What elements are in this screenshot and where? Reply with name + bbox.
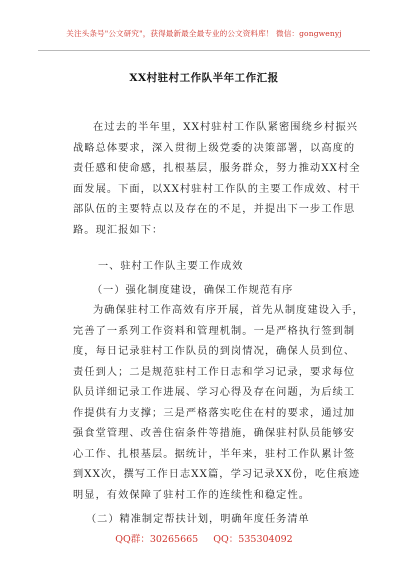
- body-line: 完善了一系列工作资料和管理机制。一是严格执行签到制: [73, 325, 356, 337]
- subsection-paragraph: [73, 301, 364, 506]
- section-heading: 一、驻村工作队主要工作成效: [98, 261, 244, 272]
- body-line: 责任到人；二是规范驻村工作日志和学习记录，要求每位: [73, 366, 356, 378]
- intro-line: 战略总体要求，深入贯彻上级党委的决策部署，以高度的: [73, 142, 356, 154]
- header-divider: [38, 50, 370, 51]
- intro-line: 在过去的半年里，XX村驻村工作队紧密围绕乡村振兴: [93, 122, 359, 133]
- body-line: 到XX次，撰写工作日志XX篇，学习记录XX份，吃住痕迹: [73, 469, 361, 480]
- intro-line: 面发展。下面，以XX村驻村工作队的主要工作成效、村干: [73, 183, 361, 195]
- body-line: 度，每日记录驻村工作队员的到岗情况，确保人员到位、: [73, 346, 356, 357]
- body-line: 队员详细记录工作进展、学习心得及存在问题，为后续工: [73, 387, 356, 398]
- subsection-heading: （二）精准制定帮扶计划，明确年度任务清单: [86, 514, 310, 525]
- intro-line: 责任感和使命感，扎根基层，服务群众，努力推动XX村全: [73, 163, 361, 174]
- intro-line: 部队伍的主要特点以及存在的不足，并提出下一步工作思: [73, 204, 356, 215]
- body-line: 强食堂管理、改善住宿条件等措施，确保驻村队员能够安: [73, 428, 356, 439]
- footer-qq-group: QQ群：30265665: [115, 534, 199, 545]
- body-line: 作提供有力支撑；三是严格落实吃住在村的要求，通过加: [73, 407, 356, 419]
- page-footer: [0, 531, 408, 545]
- body-line: 心工作、扎根基层。据统计，半年来，驻村工作队累计签: [73, 448, 356, 460]
- footer-qq: QQ：535304092: [213, 534, 293, 545]
- body-line: 明显，有效保障了驻村工作的连续性和稳定性。: [73, 489, 311, 501]
- body-line: 为确保驻村工作高效有序开展，首先从制度建设入手，: [93, 305, 364, 316]
- document-title: XX村驻村工作队半年工作汇报: [129, 72, 279, 84]
- subsection-heading: （一）强化制度建设，确保工作规范有序: [92, 285, 294, 296]
- page-header: [0, 0, 408, 56]
- intro-line: 路。现汇报如下：: [73, 224, 164, 236]
- header-notice: 关注头条号"公文研究"，获得最新最全最专业的公文资料库！ 微信：gongwenyj: [66, 29, 342, 38]
- intro-paragraph: [73, 118, 361, 241]
